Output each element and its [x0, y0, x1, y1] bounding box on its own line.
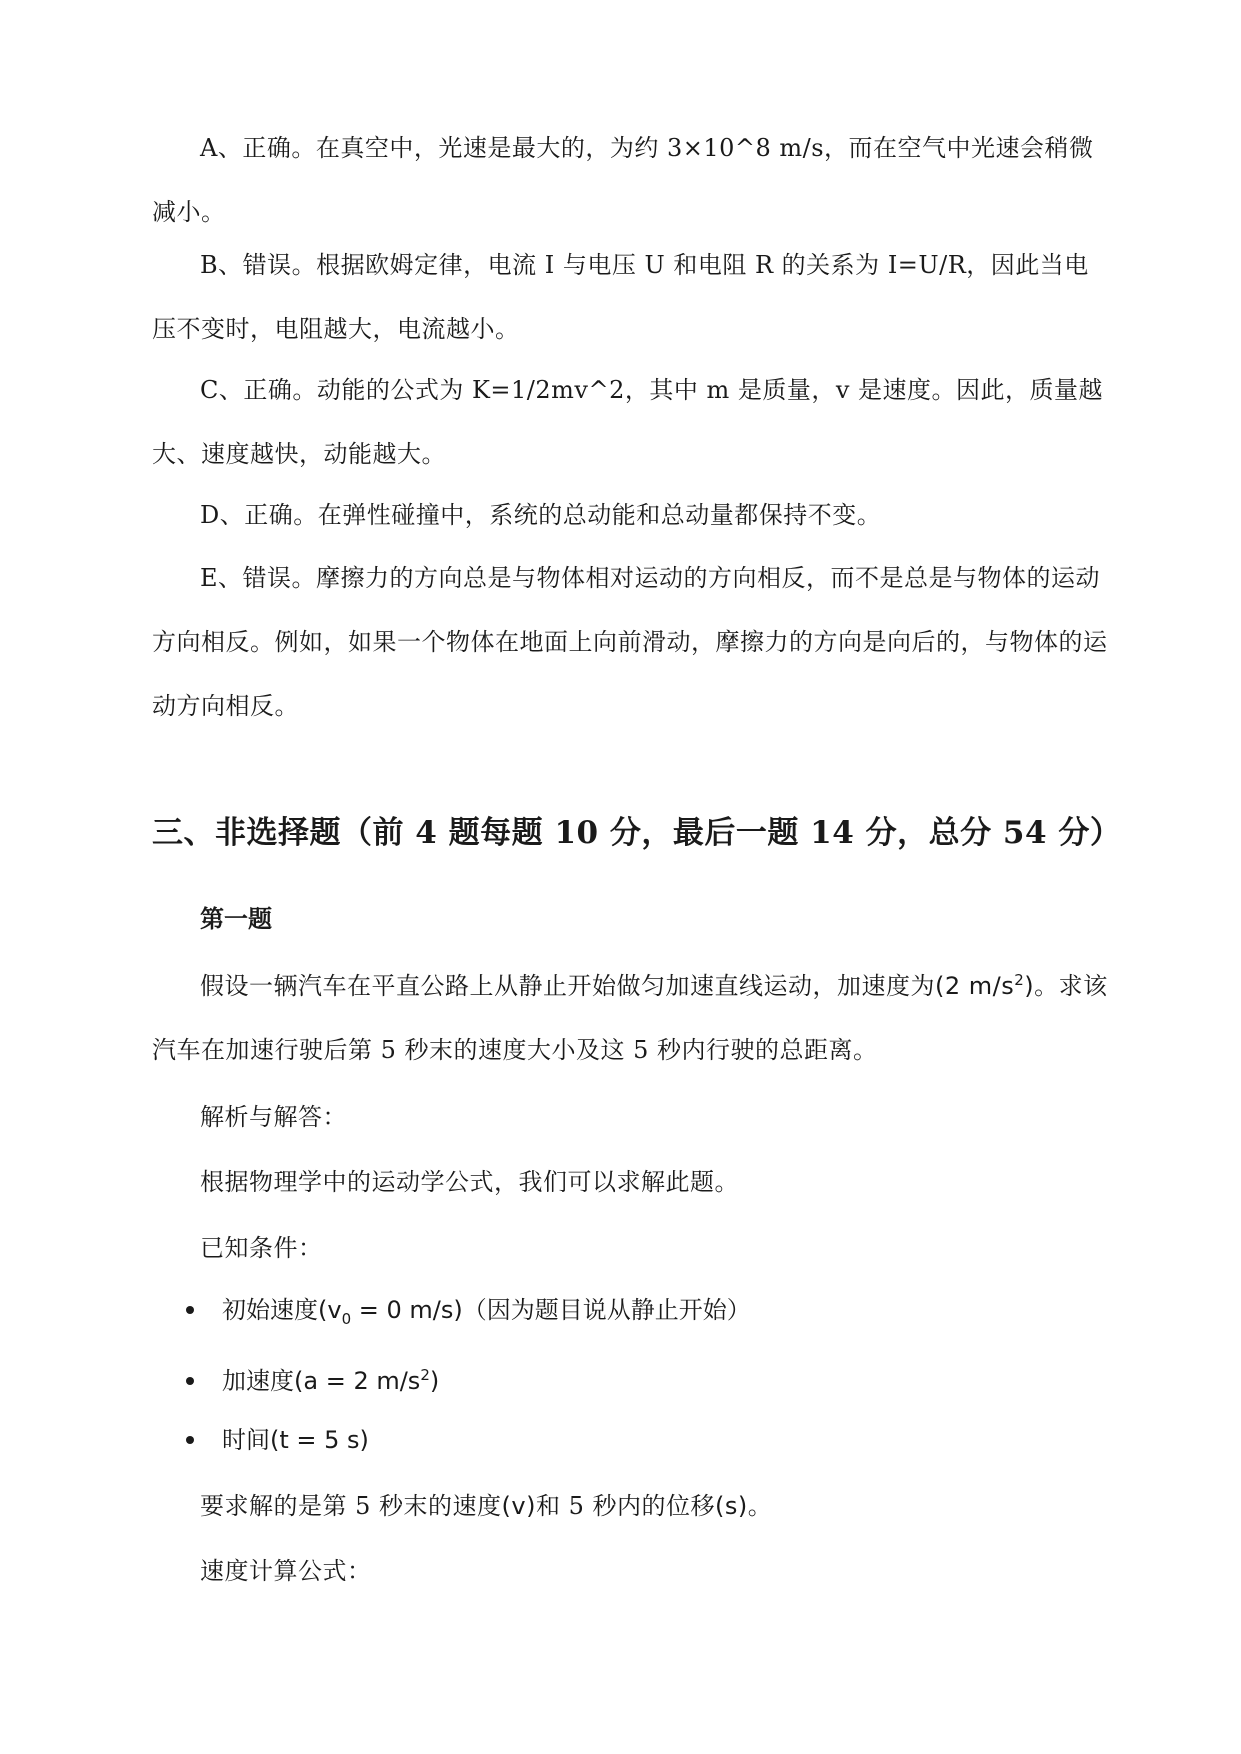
answer-c: C、正确。动能的公式为 K=1/2mv^2，其中 m 是质量，v 是速度。因此，质量越大、速度越快，动能越大。 — [152, 376, 1104, 468]
math-close: ) — [429, 1367, 440, 1395]
find-text-1: 要求解的是第 5 秒末的速度 — [200, 1492, 502, 1520]
find-velocity-symbol: (v) — [501, 1492, 536, 1520]
question-1-stem — [152, 948, 1112, 1082]
bullet-icon — [186, 1436, 194, 1444]
question-1-stem-end: 。求该汽车在加速行驶后第 5 秒末的速度大小及这 5 秒内行驶的总距离。 — [152, 972, 1108, 1064]
find-statement — [200, 1486, 772, 1526]
answer-e: E、错误。摩擦力的方向总是与物体相对运动的方向相反，而不是总是与物体的运动方向相反。例如，如果一个物体在地面上向前滑动，摩擦力的方向是向后的，与物体的运动方向相反。 — [152, 564, 1108, 720]
known-item-acceleration — [186, 1355, 439, 1401]
answer-a: A、正确。在真空中，光速是最大的，为约 3×10^8 m/s，而在空气中光速会稍微减小。 — [152, 134, 1094, 226]
math-open: (a = 2 m/s — [294, 1367, 421, 1395]
math-superscript: 2 — [420, 1366, 430, 1384]
find-displacement-symbol: (s) — [715, 1492, 748, 1520]
known-item-math — [318, 1290, 463, 1339]
known-item-label: 时间 — [222, 1426, 270, 1454]
question-1-acceleration — [935, 972, 1034, 1000]
math-rest: = 0 m/s) — [351, 1296, 463, 1324]
question-1-heading: 第一题 — [200, 904, 272, 933]
bullet-icon — [186, 1377, 194, 1385]
analysis-intro: 根据物理学中的运动学公式，我们可以求解此题。 — [200, 1168, 739, 1196]
find-text-2: 和 5 秒内的位移 — [535, 1492, 715, 1520]
known-item-math: (t = 5 s) — [270, 1426, 369, 1454]
answer-d: D、正确。在弹性碰撞中，系统的总动能和总动量都保持不变。 — [200, 501, 882, 529]
known-item-label: 加速度 — [222, 1367, 294, 1395]
known-item-initial-velocity — [186, 1290, 751, 1339]
bullet-icon — [186, 1306, 194, 1314]
math-subscript: 0 — [341, 1309, 352, 1328]
known-item-note: （因为题目说从静止开始） — [462, 1296, 751, 1324]
known-label: 已知条件： — [200, 1234, 323, 1262]
acceleration-close: ) — [1024, 972, 1035, 1000]
answer-b: B、错误。根据欧姆定律，电流 I 与电压 U 和电阻 R 的关系为 I=U/R，因此当电压不变时，电阻越大，电流越小。 — [152, 251, 1089, 343]
analysis-label: 解析与解答： — [200, 1103, 347, 1131]
velocity-formula-label: 速度计算公式： — [200, 1557, 372, 1585]
math-open: (v — [318, 1296, 342, 1324]
known-item-time — [186, 1420, 369, 1460]
acceleration-value: (2 m/s — [935, 972, 1015, 1000]
section-title: 三、非选择题（前 4 题每题 10 分，最后一题 14 分，总分 54 分） — [152, 815, 1122, 851]
known-item-math — [294, 1355, 439, 1401]
acceleration-exponent: 2 — [1014, 971, 1025, 989]
question-1-stem-text: 假设一辆汽车在平直公路上从静止开始做匀加速直线运动，加速度为 — [200, 972, 935, 1000]
known-item-label: 初始速度 — [222, 1296, 318, 1324]
find-text-end: 。 — [747, 1492, 773, 1520]
